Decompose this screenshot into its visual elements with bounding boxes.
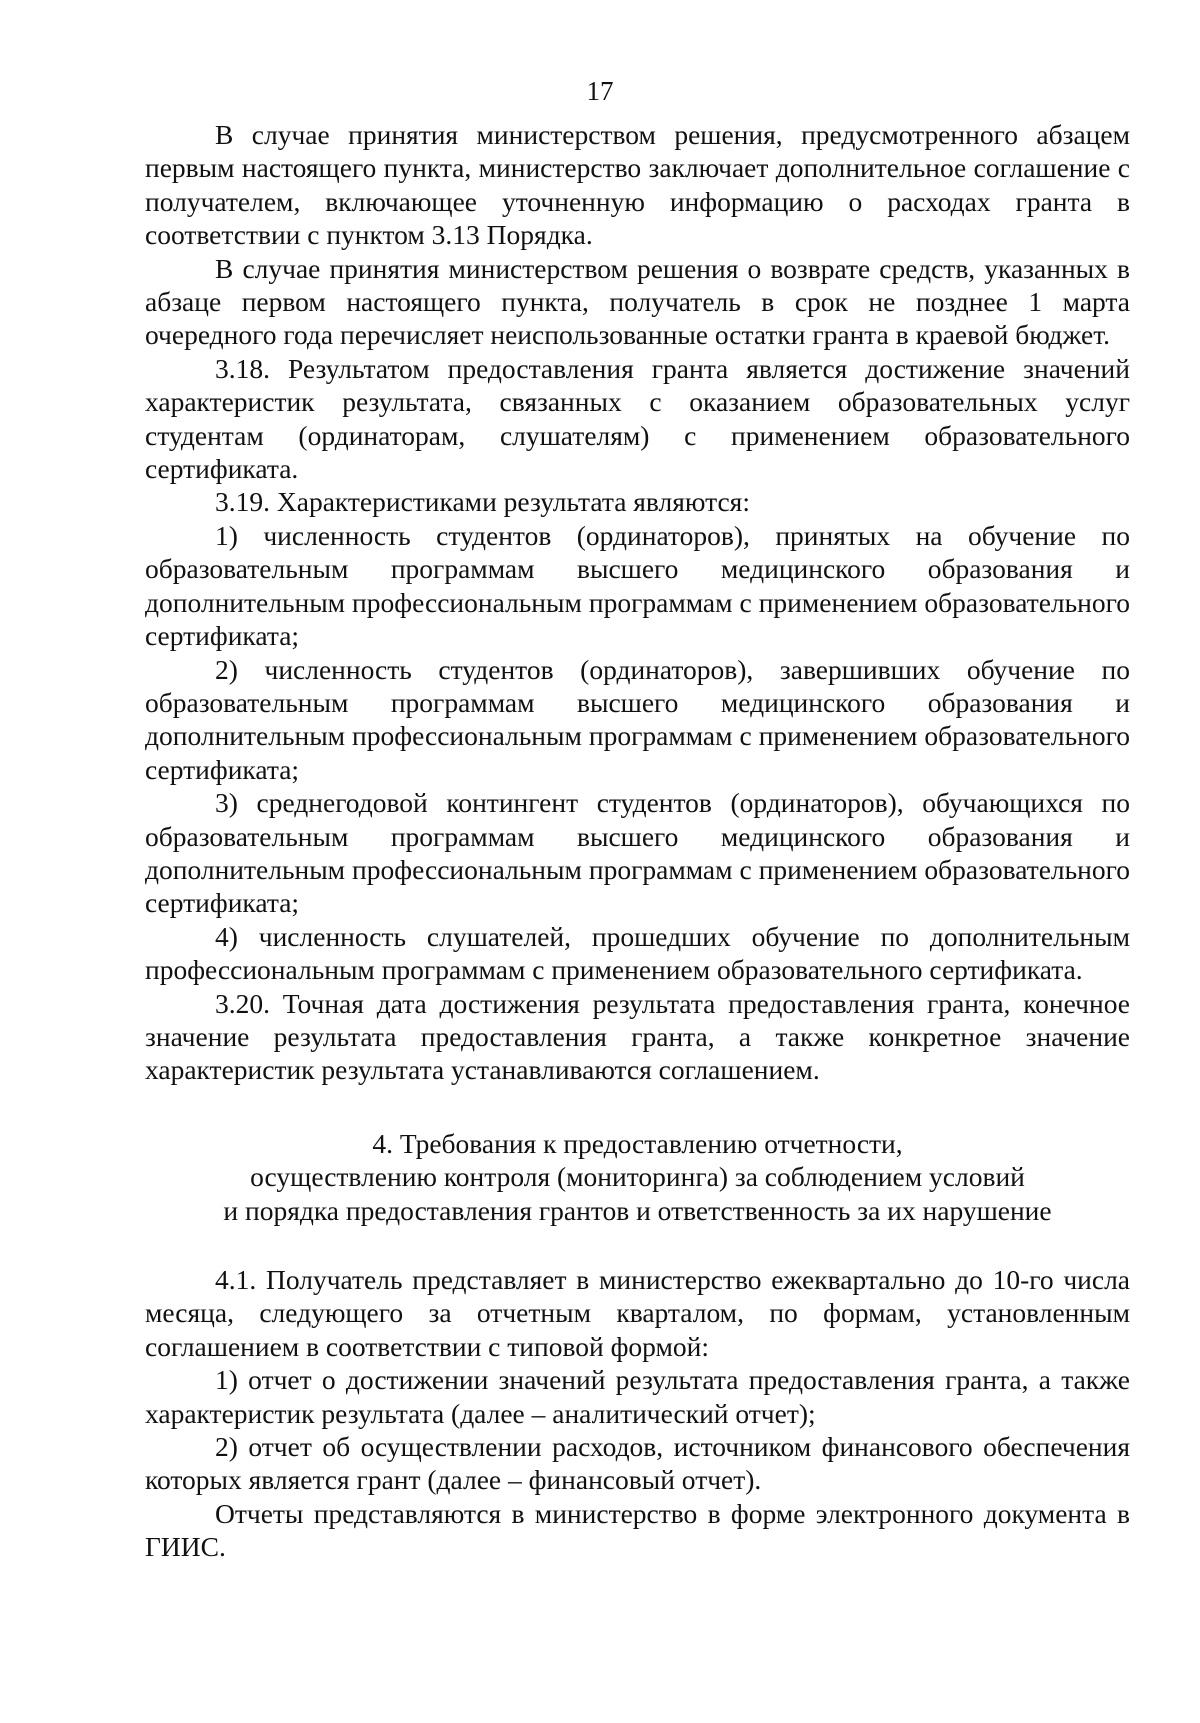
section-heading-line: 4. Требования к предоставлению отчетности, [372, 1127, 903, 1159]
paragraph: 4.1. Получатель представляет в министерство ежеквартально до 10-го числа месяца, следующего за отчетным кварталом, по формам, установленным соглашением в соответствии с типовой формой: [145, 1264, 1130, 1362]
document-body [145, 118, 1130, 1564]
paragraph: 3.18. Результатом предоставления гранта является достижение значений характеристик результата, связанных с оказанием образовательных услуг студентам (ординаторам, слушателям) с применением образовательного сертификата. [145, 352, 1130, 485]
list-item: 4) численность слушателей, прошедших обучение по дополнительным профессиональным программам с применением образовательного сертификата. [145, 920, 1130, 986]
paragraph: В случае принятия министерством решения, предусмотренного абзацем первым настоящего пункта, министерство заключает дополнительное соглашение с получателем, включающее уточненную информацию о расходах гранта в соответствии с пунктом 3.13 Порядка. [145, 119, 1130, 251]
paragraph: В случае принятия министерством решения о возврате средств, указанных в абзаце первом настоящего пункта, получатель в срок не позднее 1 марта очередного года перечисляет неиспользованные остатки гранта в краевой бюджет. [145, 252, 1130, 351]
paragraph: 3.20. Точная дата достижения результата предоставления гранта, конечное значение результата предоставления гранта, а также конкретное значение характеристик результата устанавливаются соглашением. [145, 987, 1130, 1086]
list-item: 1) отчет о достижении значений результата предоставления гранта, а также характеристик результата (далее – аналитический отчет); [145, 1364, 1130, 1429]
list-item: 3) среднегодовой контингент студентов (ординаторов), обучающихся по образовательным программам высшего медицинского образования и дополнительным профессиональным программам с применением образовательного сертификата; [145, 787, 1130, 919]
section-heading [145, 1127, 1130, 1227]
paragraph: Отчеты представляются в министерство в форме электронного документа в ГИИС. [145, 1497, 1130, 1563]
list-item: 2) численность студентов (ординаторов), завершивших обучение по образовательным программам высшего медицинского образования и дополнительным профессиональным программам с применением образовательного сертификата; [145, 653, 1130, 785]
page-number: 17 [586, 76, 614, 106]
list-item: 1) численность студентов (ординаторов), принятых на обучение по образовательным программам высшего медицинского образования и дополнительным профессиональным программам с применением образовательного сертификата; [145, 519, 1130, 652]
section-heading-line: осуществлению контроля (мониторинга) за соблюдением условий [250, 1161, 1025, 1193]
section-heading-line: и порядка предоставления грантов и ответственность за их нарушение [223, 1194, 1052, 1226]
paragraph: 3.19. Характеристиками результата являются: [215, 486, 750, 518]
list-item: 2) отчет об осуществлении расходов, источником финансового обеспечения которых является грант (далее – финансовый отчет). [145, 1431, 1130, 1496]
